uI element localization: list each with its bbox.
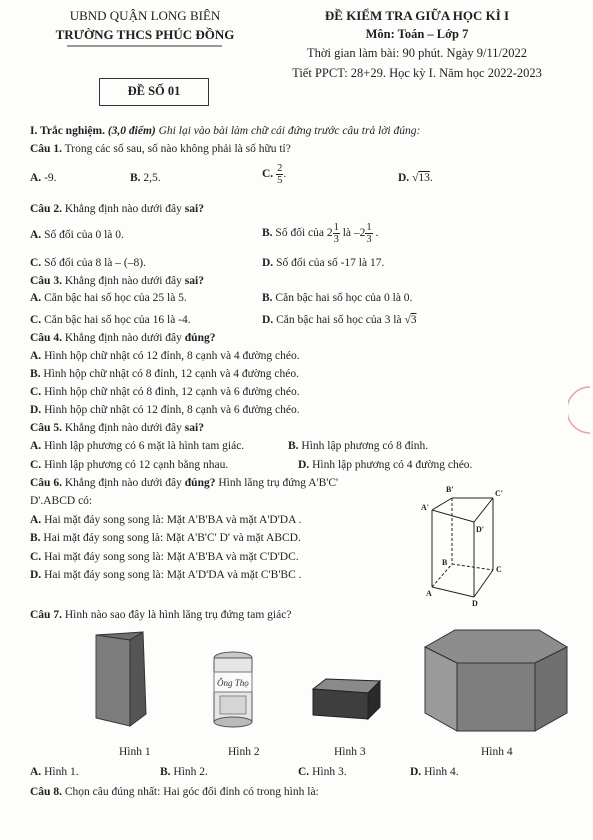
figure-1-triangular-prism: [88, 630, 173, 730]
figure-1-caption: Hình 1: [119, 746, 151, 758]
question-1: Câu 1. Trong các số sau, số nào không phải là số hữu tỉ?: [30, 143, 291, 155]
figure-3-brick: [308, 675, 382, 725]
q1-option-a: A. -9.: [30, 172, 57, 184]
q4-option-b: B. Hình hộp chữ nhật có 8 đỉnh, 12 cạnh và 4 đường chéo.: [30, 368, 299, 380]
stamp-mark: [568, 385, 592, 435]
question-4: Câu 4. Khẳng định nào dưới đây đúng?: [30, 332, 216, 344]
q1-option-d: D. √13.: [398, 172, 433, 184]
prism-figure: [418, 480, 518, 608]
exam-title: ĐỀ KIỂM TRA GIỮA HỌC KÌ I: [324, 8, 510, 23]
label-cp: C': [495, 489, 503, 498]
school-underline: [67, 45, 222, 48]
q7-option-a: A. Hình 1.: [30, 766, 79, 778]
figure-3-caption: Hình 3: [334, 746, 366, 758]
q4-option-c: C. Hình hộp chữ nhật có 8 đỉnh, 12 cạnh và 6 đường chéo.: [30, 386, 300, 398]
q6-option-b: B. Hai mặt đáy song song là: Mặt A'B'C' D' và mặt ABCD.: [30, 532, 301, 544]
q6-option-d: D. Hai mặt đáy song song là: Mặt A'D'DA và mặt C'B'BC .: [30, 569, 302, 581]
edge-ap-bp: [432, 498, 452, 510]
q1-option-c: C. $\frac{2}{5}$ .: [262, 163, 287, 186]
q5-option-c: C. Hình lập phương có 12 cạnh bằng nhau.: [30, 459, 229, 471]
question-5: Câu 5. Khẳng định nào dưới đây sai?: [30, 422, 204, 434]
question-8: Câu 8. Chọn câu đúng nhất: Hai góc đối đỉnh có trong hình là:: [30, 786, 319, 798]
district-name: UBND QUẬN LONG BIÊN: [69, 8, 221, 23]
q2-option-b: B. Số đối của 2 $\frac{1}{3}$ là –2 $\frac{1}{3}$ .: [262, 222, 379, 245]
q1-c-fraction: $\frac{2}{5}$: [277, 163, 283, 186]
school-name: TRƯỜNG THCS PHÚC ĐỒNG: [55, 27, 235, 42]
figure-2-milk-can: [210, 650, 256, 728]
question-7: Câu 7. Hình nào sao đây là hình lăng trụ đứng tam giác?: [30, 609, 292, 621]
edge-d-c: [474, 570, 493, 597]
q4-option-d: D. Hình hộp chữ nhật có 12 đỉnh, 8 cạnh và 6 đường chéo.: [30, 404, 300, 416]
question-3: Câu 3. Khẳng định nào dưới đây sai?: [30, 275, 204, 287]
label-dp: D': [476, 525, 484, 534]
exam-ppct: Tiết PPCT: 28+29. Học kỳ I. Năm học 2022-2023: [292, 66, 542, 80]
exam-code: ĐỀ SỐ 01: [127, 84, 181, 98]
section-heading: I. Trắc nghiệm. (3,0 điểm) Ghi lại vào bài làm chữ cái đứng trước câu trả lời đúng:: [30, 125, 421, 137]
q3-option-a: A. Căn bậc hai số học của 25 là 5.: [30, 292, 187, 304]
label-d: D: [472, 599, 478, 608]
q6-option-a: A. Hai mặt đáy song song là: Mặt A'B'BA và mặt A'D'DA .: [30, 514, 302, 526]
exam-subject: Môn: Toán – Lớp 7: [365, 27, 469, 41]
q1-option-b: B. 2,5.: [130, 172, 161, 184]
label-a: A: [426, 589, 432, 598]
q3-option-d: D. Căn bậc hai số học của 3 là √3: [262, 314, 417, 326]
exam-time: Thời gian làm bài: 90 phút. Ngày 9/11/2022: [306, 46, 527, 60]
q2-option-a: A. Số đối của 0 là 0.: [30, 229, 124, 241]
edge-ap-dp: [432, 510, 474, 522]
question-6: Câu 6. Khẳng định nào dưới đây đúng? Hình lăng trụ đứng A'B'C': [30, 477, 339, 489]
label-bp: B': [446, 485, 454, 494]
label-ap: A': [421, 503, 429, 512]
q3-option-c: C. Căn bậc hai số học của 16 là -4.: [30, 314, 191, 326]
q5-option-a: A. Hình lập phương có 6 mặt là hình tam giác.: [30, 440, 245, 452]
edge-a-b: [432, 564, 452, 587]
edge-b-c: [452, 564, 493, 570]
q4-option-a: A. Hình hộp chữ nhật có 12 đỉnh, 8 cạnh và 4 đường chéo.: [30, 350, 300, 362]
q2-option-c: C. Số đối của 8 là – (–8).: [30, 257, 146, 269]
figure-4-caption: Hình 4: [481, 746, 513, 758]
q7-option-b: B. Hình 2.: [160, 766, 208, 778]
edge-dp-cp: [474, 498, 493, 522]
label-b: B: [442, 558, 448, 567]
question-2: Câu 2. Khẳng định nào dưới đây sai?: [30, 203, 204, 215]
edge-a-d: [432, 587, 474, 597]
q7-option-d: D. Hình 4.: [410, 766, 459, 778]
figure-4-hexagonal-prism: [419, 627, 571, 735]
q7-option-c: C. Hình 3.: [298, 766, 347, 778]
question-6-cont: D'.ABCD có:: [30, 495, 93, 507]
q3-option-b: B. Căn bậc hai số học của 0 là 0.: [262, 292, 413, 304]
can-label: Ông Thọ: [217, 678, 249, 688]
q5-option-d: D. Hình lập phương có 4 đường chéo.: [298, 459, 473, 471]
figure-2-caption: Hình 2: [228, 746, 260, 758]
q2-option-d: D. Số đối của số -17 là 17.: [262, 257, 385, 269]
q6-option-c: C. Hai mặt đáy song song là: Mặt A'B'BA và mặt C'D'DC.: [30, 551, 299, 563]
q5-option-b: B. Hình lập phương có 8 đỉnh.: [288, 440, 429, 452]
label-c: C: [496, 565, 502, 574]
